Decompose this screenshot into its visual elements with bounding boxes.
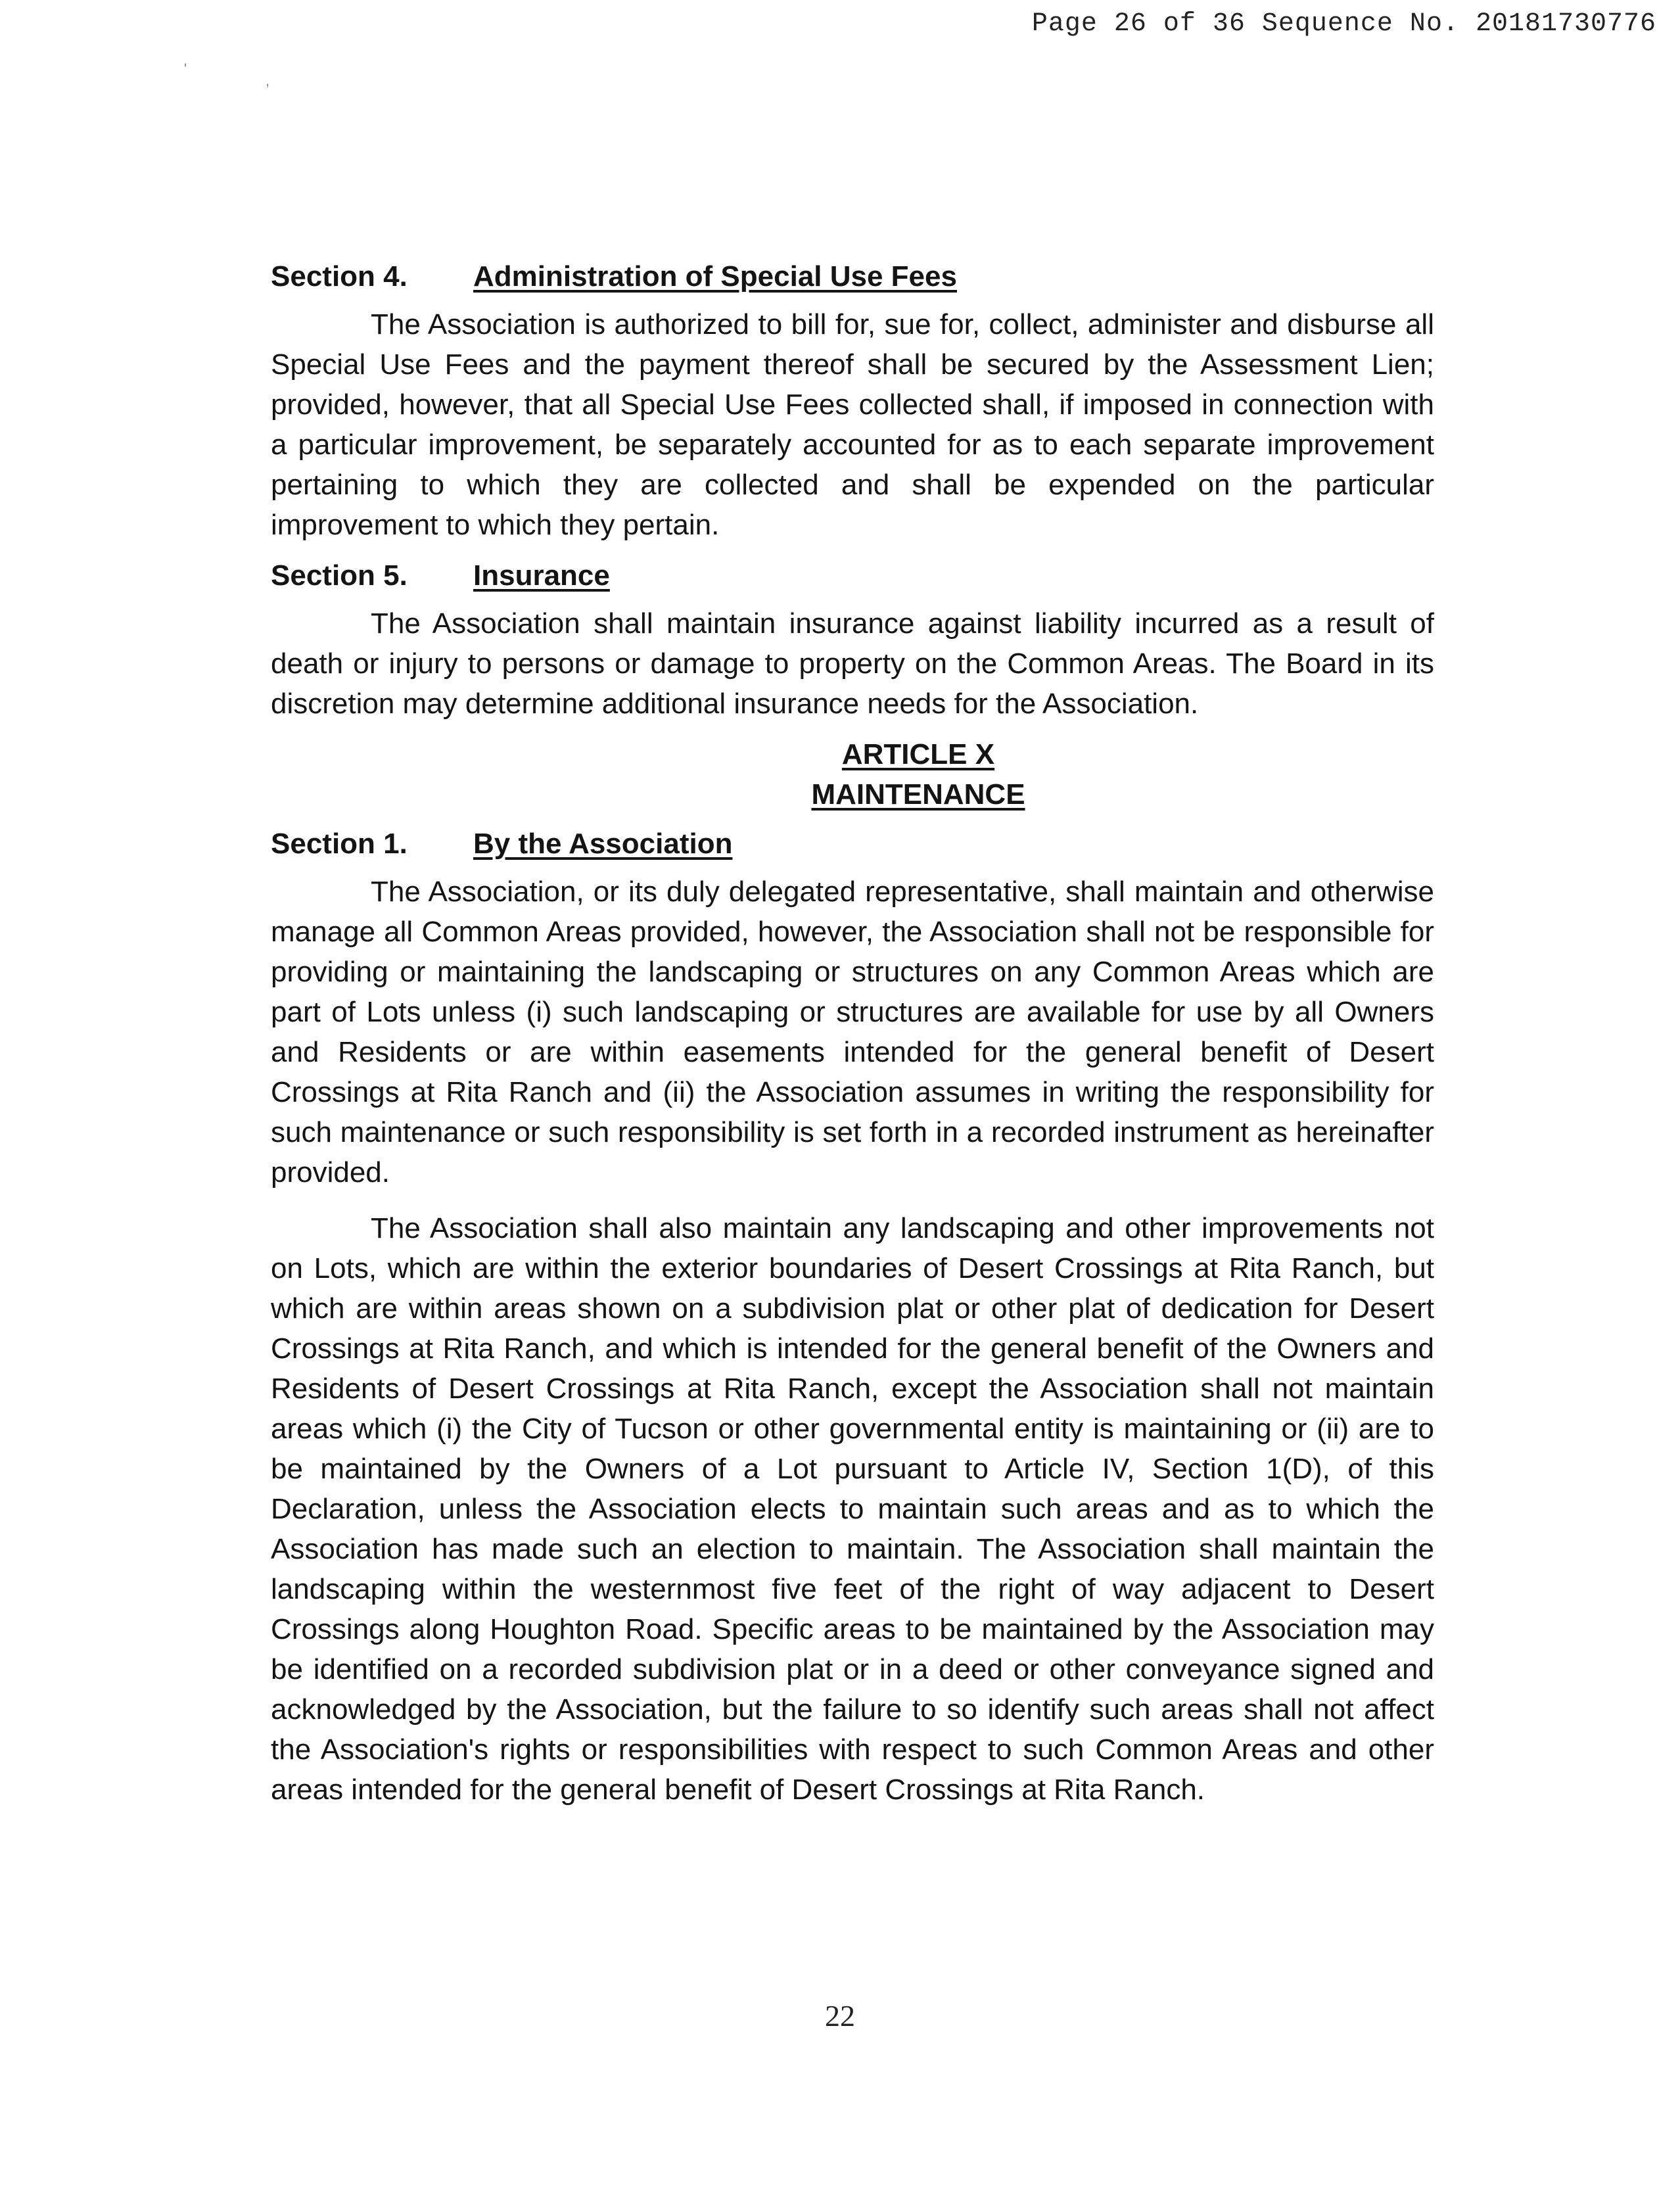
- article-heading: [271, 734, 1434, 814]
- maintenance-paragraph-1: The Association, or its duly delegated representative, shall maintain and otherwise manage all Common Areas provided, however, the Association shall not be responsible for providing or maintaining the landscaping or structures on any Common Areas which are part of Lots unless (i) such landscaping or structures are available for use by all Owners and Residents or are within easements intended for the general benefit of Desert Crossings at Rita Ranch and (ii) the Association assumes in writing the responsibility for such maintenance or such responsibility is set forth in a recorded instrument as hereinafter provided.: [271, 876, 1434, 1189]
- section-4-paragraph: The Association is authorized to bill for, sue for, collect, administer and disburse all Special Use Fees and the payment thereof shall be secured by the Assessment Lien; provided, however, that all Special Use Fees collected shall, if imposed in connection with a particular improvement, be separately accounted for as to each separate improvement pertaining to which they are collected and shall be expended on the particular improvement to which they pertain.: [271, 308, 1434, 541]
- section-number: Section 5.: [271, 559, 408, 592]
- section-4-heading: [271, 256, 1434, 296]
- section-title: By the Association: [473, 828, 733, 860]
- article-label: ARTICLE X: [841, 738, 995, 770]
- document-body: [271, 256, 1434, 1820]
- section-number: Section 4.: [271, 260, 408, 293]
- sequence-header: Page 26 of 36 Sequence No. 20181730776: [1031, 9, 1656, 39]
- section-5-heading: [271, 555, 1434, 596]
- section-5-paragraph: The Association shall maintain insurance against liability incurred as a result of death or injury to persons or damage to property on the Common Areas. The Board in its discretion may determine additional insurance needs for the Association.: [271, 607, 1434, 720]
- maintenance-paragraph-2: The Association shall also maintain any landscaping and other improvements not on Lots, which are within the exterior boundaries of Desert Crossings at Rita Ranch, but which are within areas shown on a subdivision plat or other plat of dedication for Desert Crossings at Rita Ranch, and which is intended for the general benefit of the Owners and Residents of Desert Crossings at Rita Ranch, except the Association shall not maintain areas which (i) the City of Tucson or other governmental entity is maintaining or (ii) are to be maintained by the Owners of a Lot pursuant to Article IV, Section 1(D), of this Declaration, unless the Association elects to maintain such areas and as to which the Association has made such an election to maintain. The Association shall maintain the landscaping within the westernmost five feet of the right of way adjacent to Desert Crossings along Houghton Road. Specific areas to be maintained by the Association may be identified on a recorded subdivision plat or in a deed or other conveyance signed and acknowledged by the Association, but the failure to so identify such areas shall not affect the Association's rights or responsibilities with respect to such Common Areas and other areas intended for the general benefit of Desert Crossings at Rita Ranch.: [271, 1212, 1434, 1806]
- page-number: 22: [825, 1999, 855, 2033]
- article-title: MAINTENANCE: [811, 778, 1025, 811]
- article-section-1-heading: [271, 824, 1434, 864]
- section-title: Insurance: [473, 559, 610, 592]
- section-title: Administration of Special Use Fees: [473, 260, 957, 293]
- section-number: Section 1.: [271, 828, 408, 860]
